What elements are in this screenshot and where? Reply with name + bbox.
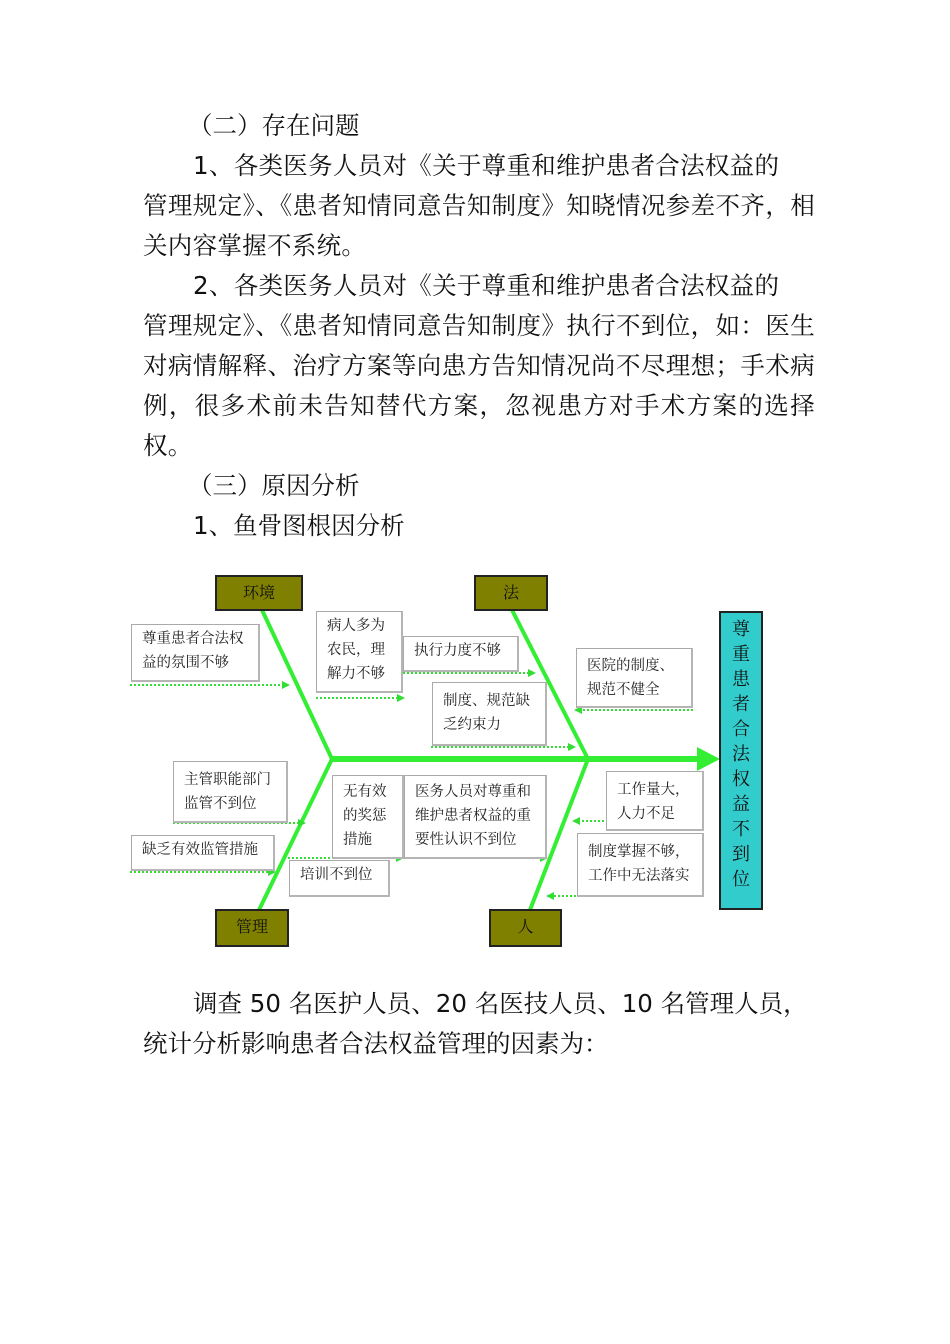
- category-people: 人: [489, 909, 562, 947]
- cause-patients: [316, 611, 403, 693]
- cause-line: 措施: [343, 832, 372, 848]
- cause-line: 益的氛围不够: [142, 655, 229, 671]
- effect-char: 益: [732, 794, 750, 815]
- cause-line: 主管职能部门: [184, 772, 271, 788]
- section2-heading: （二）存在问题: [188, 111, 360, 140]
- effect-char: 合: [732, 719, 750, 740]
- cause-line: 缺乏有效监管措施: [142, 842, 258, 858]
- category-environment: 环境: [215, 575, 303, 611]
- cause-line: 人力不足: [617, 806, 675, 822]
- effect-char: 患: [732, 669, 750, 690]
- cause-training: [289, 860, 390, 897]
- cause-hospital-rules: [576, 648, 693, 708]
- effect-char: 重: [732, 644, 750, 665]
- cause-line: 工作中无法落实: [588, 868, 690, 884]
- cause-no-incentives: [332, 775, 404, 859]
- cause-line: 病人多为: [327, 618, 385, 634]
- cause-line: 工作量大，: [617, 782, 690, 798]
- cause-line: 监管不到位: [184, 796, 257, 812]
- cause-line: 制度、规范缺: [443, 693, 530, 709]
- cause-line: 维护患者权益的重: [415, 808, 531, 824]
- paragraph-2: [143, 266, 815, 466]
- cause-line: 执行力度不够: [414, 643, 501, 659]
- cause-no-measures: [131, 835, 275, 871]
- effect-char: 权: [732, 769, 750, 790]
- category-law: 法: [474, 575, 548, 611]
- cause-line: 乏约束力: [443, 717, 501, 733]
- fishbone-diagram: [0, 560, 950, 960]
- cause-line: 要性认识不到位: [415, 832, 517, 848]
- subsection1-heading: 1、鱼骨图根因分析: [193, 511, 405, 540]
- paragraph-1-line1: 1、各类医务人员对《关于尊重和维护患者合法权益的: [193, 151, 780, 180]
- effect-char: 位: [732, 869, 750, 890]
- effect-box: [719, 611, 763, 910]
- cause-line: 无有效: [343, 784, 387, 800]
- paragraph-1: [143, 146, 815, 266]
- effect-char: 到: [732, 844, 750, 865]
- paragraph-3-line2: 统计分析影响患者合法权益管理的因素为：: [143, 1029, 609, 1058]
- cause-line: 的奖惩: [343, 808, 387, 824]
- fishbone-skeleton: [0, 560, 950, 960]
- cause-line: 农民，理: [327, 642, 385, 658]
- spine-arrowhead: [697, 747, 720, 771]
- effect-char: 尊: [732, 619, 750, 640]
- effect-char: 不: [732, 819, 750, 840]
- cause-rules: [432, 682, 547, 746]
- effect-char: 法: [732, 744, 750, 765]
- cause-atmosphere: [131, 624, 260, 682]
- section3-heading: （三）原因分析: [188, 471, 360, 500]
- cause-awareness: [404, 775, 547, 859]
- cause-line: 制度掌握不够，: [588, 844, 690, 860]
- paragraph-2-rest: 管理规定》、《患者知情同意告知制度》执行不到位，如：医生对病情解释、治疗方案等向患方告知情况尚不尽理想；手术病例，很多术前未告知替代方案，忽视患方对手术方案的选择权。: [143, 311, 815, 460]
- cause-enforcement: [403, 636, 519, 672]
- cause-grasp: [577, 833, 704, 897]
- paragraph-1-rest: 管理规定》、《患者知情同意告知制度》知晓情况参差不齐，相关内容掌握不系统。: [143, 191, 815, 260]
- cause-workload: [606, 771, 704, 831]
- cause-line: 培训不到位: [300, 867, 373, 883]
- paragraph-2-line1: 2、各类医务人员对《关于尊重和维护患者合法权益的: [193, 271, 780, 300]
- paragraph-3-line1: 调查 50 名医护人员、20 名医技人员、10 名管理人员，: [193, 989, 808, 1018]
- cause-line: 解力不够: [327, 666, 385, 682]
- cause-line: 医务人员对尊重和: [415, 784, 531, 800]
- category-management: 管理: [215, 909, 289, 947]
- effect-char: 者: [732, 694, 750, 715]
- cause-supervision: [173, 761, 288, 823]
- cause-line: 规范不健全: [587, 682, 660, 698]
- cause-line: 尊重患者合法权: [142, 631, 244, 647]
- cause-line: 医院的制度、: [587, 658, 674, 674]
